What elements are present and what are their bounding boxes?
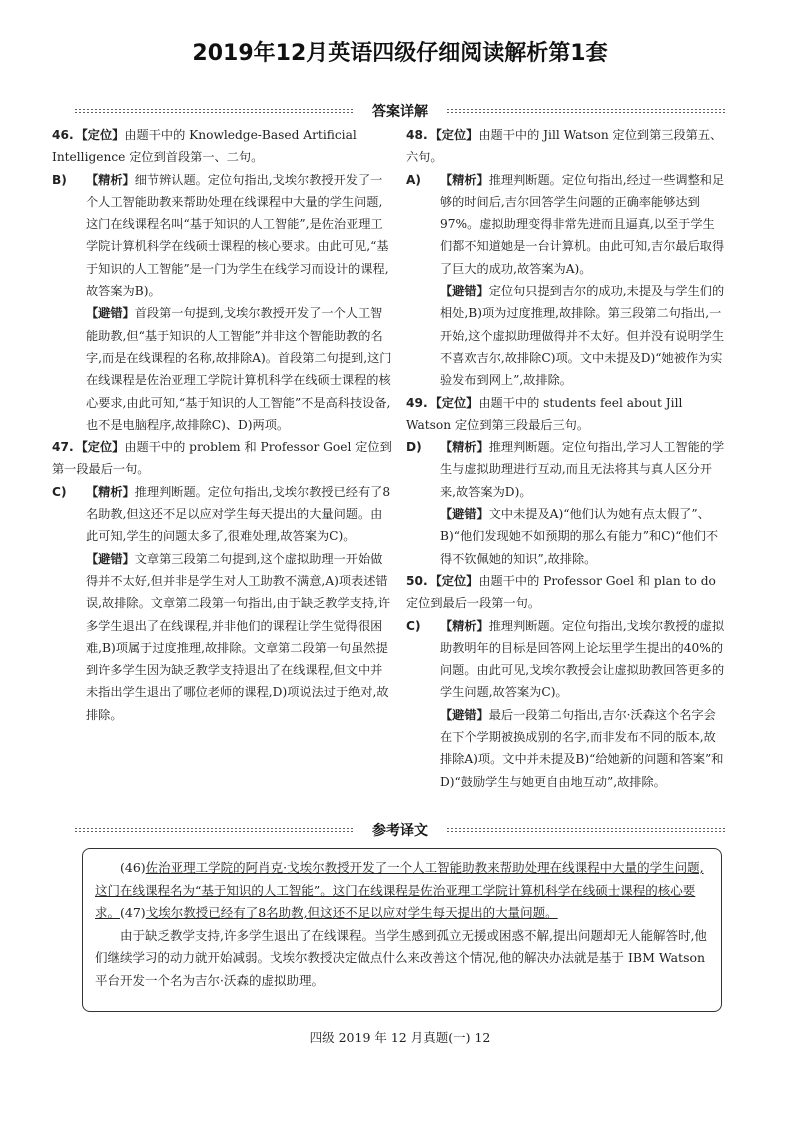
section-tag: 【定位】 xyxy=(429,128,479,142)
answer-letter: B) xyxy=(52,172,67,187)
answer-letter: C) xyxy=(406,618,421,633)
section-header-translation xyxy=(74,822,726,838)
answer-item xyxy=(406,615,726,704)
section-tag: 【避错】 xyxy=(440,284,489,299)
item-text: 推理判断题。定位句指出,学习人工智能的学生与虚拟助理进行互动,而且无法将其与真人区分开来,故答案为D)。 xyxy=(440,440,725,499)
answer-item xyxy=(406,436,726,503)
right-column xyxy=(406,124,726,793)
item-text: 由题干中的 Knowledge-Based Artificial Intelligence 定位到首段第一、二句。 xyxy=(52,128,357,165)
item-text: 定位句只提到吉尔的成功,未提及与学生们的相处,B)项为过度推理,故排除。第三段第二句指出,一开始,这个虚拟助理做得并不太好。但并没有说明学生不喜欢吉尔,故排除C)项。文中未提及D)“她被作为实验发布到网上”,故排除。 xyxy=(440,284,725,388)
question-number: 48. xyxy=(406,128,428,142)
translation-paragraph-1 xyxy=(95,857,709,925)
item-text: 细节辨认题。定位句指出,戈埃尔教授开发了一个人工智能助教来帮助处理在线课程中大量的学生问题,这门在线课程名叫“基于知识的人工智能”,是佐治亚理工学院计算机科学在线硕士课程的核心要求。由此可见,“基于知识的人工智能”是一门为学生在线学习而设计的课程,故答案为B)。 xyxy=(86,172,389,299)
dot-rule-left xyxy=(74,827,354,833)
section-label-translation: 参考译文 xyxy=(360,820,440,840)
translation-underlined-2: 戈埃尔教授已经有了8名助教,但这还不足以应对学生每天提出的大量问题。 xyxy=(145,905,558,920)
section-tag: 【避错】 xyxy=(440,707,489,722)
question-number: 47. xyxy=(52,440,74,455)
answer-item xyxy=(52,169,392,303)
section-tag: 【精析】 xyxy=(86,172,135,187)
answer-letter: D) xyxy=(406,440,422,455)
item-text: 由题干中的 students feel about Jill Watson 定位到第三段最后三句。 xyxy=(406,395,683,432)
section-tag: 【避错】 xyxy=(440,507,489,522)
section-tag: 【精析】 xyxy=(440,618,489,633)
section-tag: 【定位】 xyxy=(75,440,125,455)
item-text: 文章第三段第二句提到,这个虚拟助理一开始做得并不太好,但并非是学生对人工助教不满意,A)项表述错误,故排除。文章第二段第一句指出,由于缺乏教学支持,许多学生退出了在线课程,并非他们的课程让学生觉得很困难,B)项属于过度推理,故排除。文章第二段第一句虽然提到许多学生因为缺乏教学支持退出了在线课程,但文中并未指出学生退出了哪位老师的课程,D)项说法过于绝对,故排除。 xyxy=(86,551,391,722)
answer-item xyxy=(52,481,392,548)
answer-item xyxy=(406,503,726,570)
item-text: 首段第一句提到,戈埃尔教授开发了一个人工智能助教,但“基于知识的人工智能”并非这个智能助教的名字,而是在线课程的名称,故排除A)。首段第二句提到,这门在线课程是佐治亚理工学院计算机科学在线硕士课程的核心要求,由此可知,“基于知识的人工智能”不是高科技设备,也不是电脑程序,故排除C)、D)两项。 xyxy=(86,306,392,432)
section-tag: 【避错】 xyxy=(86,306,135,321)
question-locator xyxy=(52,124,392,169)
question-locator xyxy=(52,436,392,481)
answer-item xyxy=(52,548,392,726)
left-column xyxy=(52,124,392,726)
dot-rule-right xyxy=(446,108,726,114)
question-locator xyxy=(406,570,726,615)
section-tag: 【定位】 xyxy=(429,395,479,410)
page-footer: 四级 2019 年 12 月真题(一) 12 xyxy=(309,1030,491,1045)
translation-box xyxy=(82,848,722,1012)
section-label-answers: 答案详解 xyxy=(360,101,440,121)
question-number: 50. xyxy=(406,573,428,588)
item-text: 由题干中的 Professor Goel 和 plan to do 定位到最后一段第一句。 xyxy=(406,573,716,611)
item-text: 推理判断题。定位句指出,戈埃尔教授已经有了8名助教,但这还不足以应对学生每天提出的大量问题。由此可知,学生的问题太多了,很难处理,故答案为C)。 xyxy=(86,484,391,544)
section-tag: 【精析】 xyxy=(440,440,489,455)
section-tag: 【避错】 xyxy=(86,551,135,566)
item-text: 最后一段第二句指出,吉尔·沃森这个名字会在下个学期被换成别的名字,而非发布不同的版本,故排除A)项。文中并未提及B)“给她新的问题和答案”和D)“鼓励学生与她更自由地互动”,故排除。 xyxy=(440,707,724,789)
section-tag: 【定位】 xyxy=(75,128,125,142)
answer-letter: A) xyxy=(406,172,422,187)
translation-paragraph-2: 由于缺乏教学支持,许多学生退出了在线课程。当学生感到孤立无援或困惑不解,提出问题却无人能解答时,他们继续学习的动力就开始减弱。戈埃尔教授决定做点什么来改善这个情况,他的解决办法就是基于 IBM Watson 平台开发一个名为吉尔·沃森的虚拟助理。 xyxy=(95,927,707,988)
question-number: 46. xyxy=(52,128,74,142)
answer-item xyxy=(406,280,726,391)
section-tag: 【定位】 xyxy=(429,573,479,588)
marker-47: (47) xyxy=(120,905,146,920)
marker-46: (46) xyxy=(120,860,146,875)
answer-item xyxy=(406,704,726,793)
question-number: 49. xyxy=(406,395,428,410)
item-text: 由题干中的 Jill Watson 定位到第三段第五、六句。 xyxy=(406,128,723,165)
item-text: 推理判断题。定位句指出,戈埃尔教授的虚拟助教明年的目标是回答网上论坛里学生提出的40%的问题。由此可见,戈埃尔教授会让虚拟助教回答更多的学生问题,故答案为C)。 xyxy=(440,618,725,700)
dot-rule-left xyxy=(74,108,354,114)
answer-item xyxy=(406,169,726,280)
item-text: 由题干中的 problem 和 Professor Goel 定位到第一段最后一句。 xyxy=(52,440,392,477)
page-title: 2019年12月英语四级仔细阅读解析第1套 xyxy=(192,41,608,66)
answer-item xyxy=(52,302,392,436)
question-locator xyxy=(406,124,726,169)
section-tag: 【精析】 xyxy=(86,484,135,499)
dot-rule-right xyxy=(446,827,726,833)
question-locator xyxy=(406,392,726,437)
translation-underlined-1: 佐治亚理工学院的阿肖克·戈埃尔教授开发了一个人工智能助教来帮助处理在线课程中大量的学生问题,这门在线课程名为“基于知识的人工智能”。这门在线课程是佐治亚理工学院计算机科学在线硕士课程的核心要求。 xyxy=(95,860,704,920)
section-tag: 【精析】 xyxy=(440,172,489,187)
item-text: 文中未提及A)“他们认为她有点太假了”、B)“他们发现她不如预期的那么有能力”和C)“他们不得不钦佩她的知识”,故排除。 xyxy=(440,507,719,566)
answer-letter: C) xyxy=(52,484,67,499)
section-header-answers xyxy=(74,103,726,119)
item-text: 推理判断题。定位句指出,经过一些调整和足够的时间后,吉尔回答学生问题的正确率能够达到97%。虚拟助理变得非常先进而且逼真,以至于学生们都不知道她是一台计算机。由此可知,吉尔最后取得了巨大的成功,故答案为A)。 xyxy=(440,172,725,276)
